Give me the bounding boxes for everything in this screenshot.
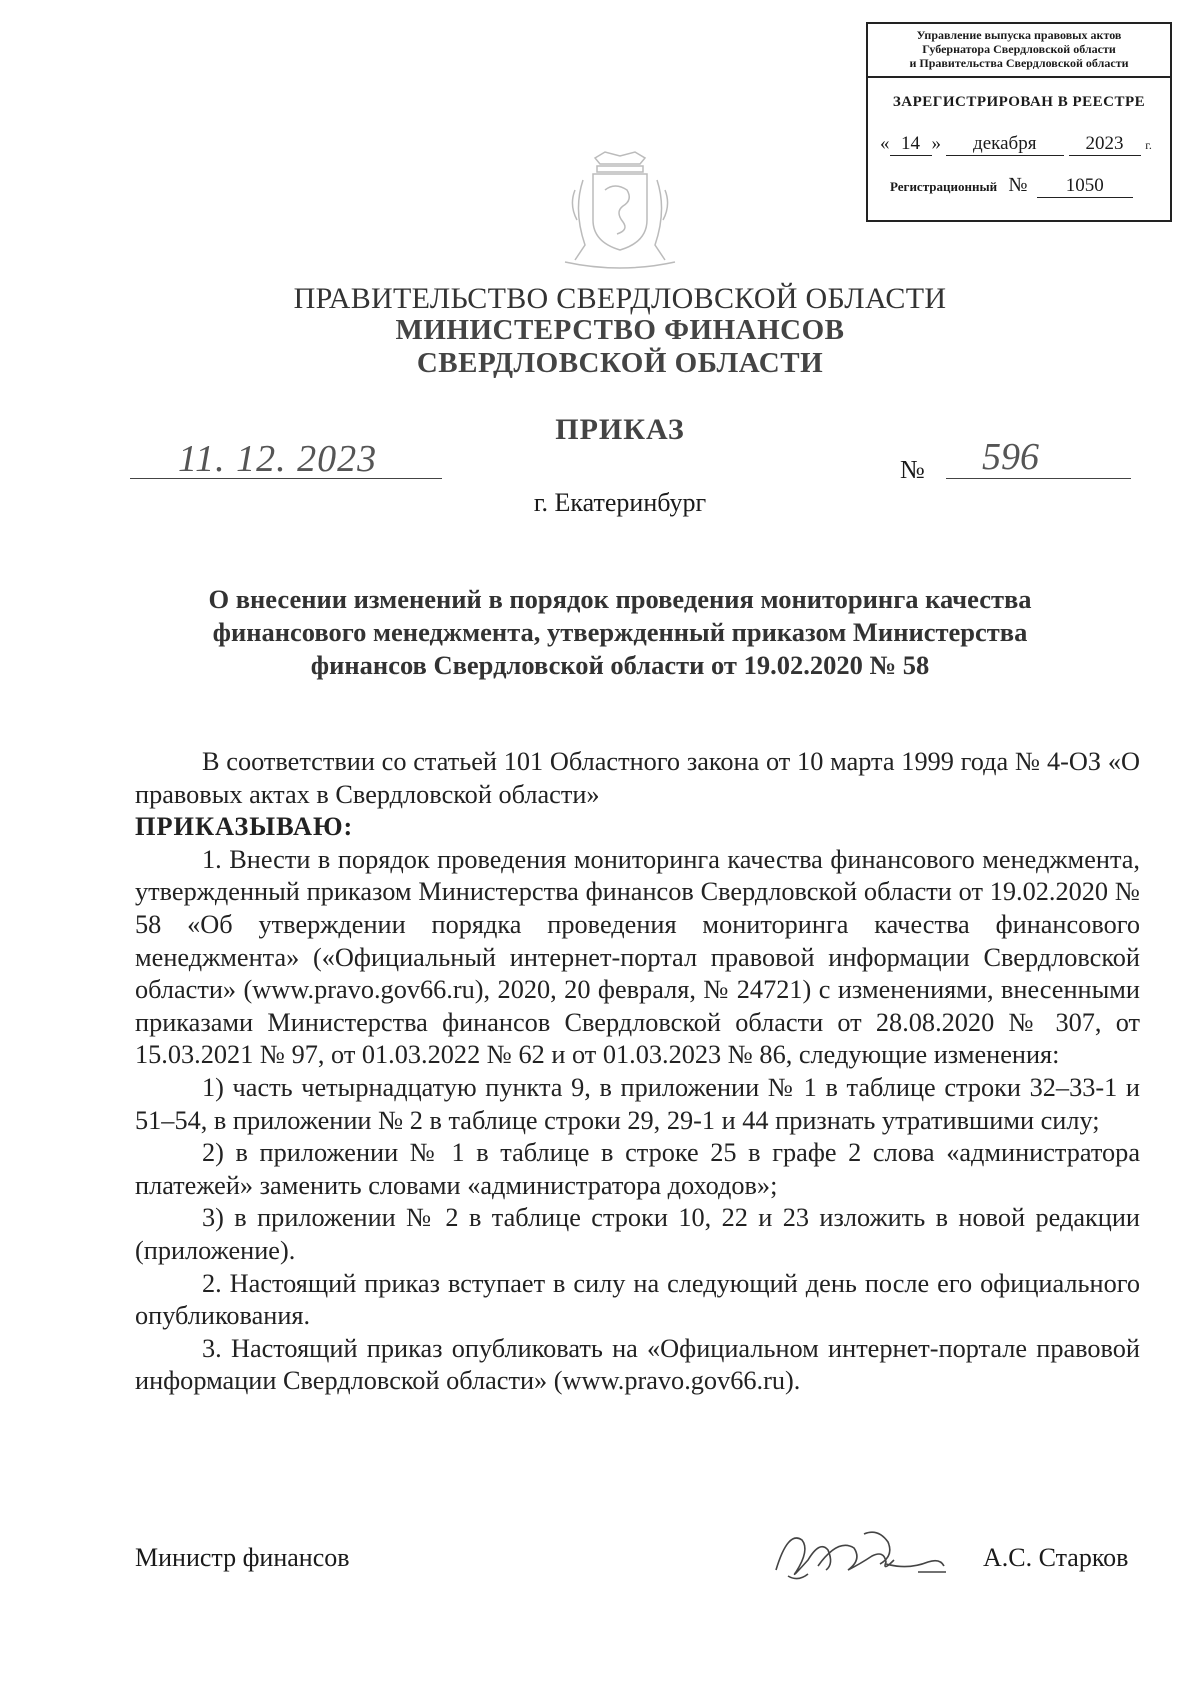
number-underline	[946, 478, 1131, 479]
ministry-name-line1: МИНИСТЕРСТВО ФИНАНСОВ	[395, 314, 845, 346]
stamp-header	[868, 24, 1170, 78]
ministry-name-line2: СВЕРДЛОВСКОЙ ОБЛАСТИ	[416, 347, 824, 379]
handwritten-signature-icon	[768, 1520, 958, 1588]
city: г. Екатеринбург	[533, 488, 707, 517]
stamp-quote-close: »	[931, 133, 941, 154]
stamp-reg-number-label: Регистрационный	[890, 179, 998, 194]
paragraph-1: 1. Внести в порядок проведения мониторинга качества финансового менеджмента, утвержденный приказом Министерства финансов Свердловской области от 19.02.2020 № 58 «Об утверждении порядка проведения мониторинга качества финансового менеджмента» («Официальный интернет-портал правовой информации Свердловской области» (www.pravo.gov66.ru), 2020, 20 февраля, № 24721) с изменениями, внесенными приказами Министерства финансов Свердловской области от 28.08.2020 № 307, от 15.03.2021 № 97, от 01.03.2022 № 62 и от 01.03.2023 № 86, следующие изменения:	[135, 844, 1140, 1070]
stamp-day: 14	[890, 133, 932, 156]
paragraph-3: 3. Настоящий приказ опубликовать на «Официальном интернет-портале правовой информации Свердловской области» (www.pravo.gov66.ru).	[135, 1333, 1140, 1396]
document-title	[0, 583, 1200, 682]
coat-of-arms-icon	[545, 150, 695, 275]
preamble: В соответствии со статьей 101 Областного закона от 10 марта 1999 года № 4-ОЗ «О правовых актах в Свердловской области»	[135, 747, 1140, 809]
stamp-quote-open: «	[880, 133, 890, 154]
title-line: финансового менеджмента, утвержденный приказом Министерства	[212, 617, 1028, 647]
stamp-header-line: Управление выпуска правовых актов	[916, 28, 1122, 42]
stamp-year: 2023	[1069, 133, 1141, 156]
stamp-month: декабря	[946, 133, 1064, 156]
order-number: 596	[982, 436, 1039, 478]
stamp-reg-number	[868, 174, 1170, 198]
stamp-date	[868, 133, 1170, 156]
government-name: ПРАВИТЕЛЬСТВО СВЕРДЛОВСКОЙ ОБЛАСТИ	[293, 282, 947, 315]
paragraph-2: 2. Настоящий приказ вступает в силу на следующий день после его официального опубликования.	[135, 1268, 1140, 1331]
stamp-header-line: и Правительства Свердловской области	[909, 56, 1129, 70]
paragraph-1-item-1: 1) часть четырнадцатую пункта 9, в приложении № 1 в таблице строки 32–33-1 и 51–54, в приложении № 2 в таблице строки 29, 29-1 и 44 признать утратившими силу;	[135, 1072, 1140, 1135]
paragraph-1-item-2: 2) в приложении № 1 в таблице в строке 25 в графе 2 слова «администратора платежей» заменить словами «администратора доходов»;	[135, 1138, 1140, 1200]
stamp-number-sign: №	[1008, 174, 1028, 196]
signatory-role: Министр финансов	[135, 1543, 350, 1572]
signatory-name: А.С. Старков	[983, 1543, 1129, 1572]
document-type: ПРИКАЗ	[555, 413, 685, 446]
stamp-registered-label: ЗАРЕГИСТРИРОВАН В РЕЕСТРЕ	[892, 94, 1146, 110]
stamp-reg-number-value: 1050	[1037, 175, 1133, 198]
date-underline	[130, 478, 442, 479]
order-date: 11. 12. 2023	[178, 438, 378, 480]
stamp-header-line: Губернатора Свердловской области	[922, 42, 1116, 56]
registry-stamp	[866, 22, 1172, 222]
paragraph-1-item-3: 3) в приложении № 2 в таблице строки 10, 22 и 23 изложить в новой редакции (приложение).	[135, 1203, 1140, 1265]
order-word: ПРИКАЗЫВАЮ:	[135, 812, 354, 842]
order-number-sign: №	[900, 455, 925, 484]
stamp-year-suffix: г.	[1145, 138, 1152, 152]
document-body	[135, 746, 1140, 1398]
title-line: финансов Свердловской области от 19.02.2020 № 58	[310, 650, 930, 680]
title-line: О внесении изменений в порядок проведения мониторинга качества	[208, 584, 1032, 614]
